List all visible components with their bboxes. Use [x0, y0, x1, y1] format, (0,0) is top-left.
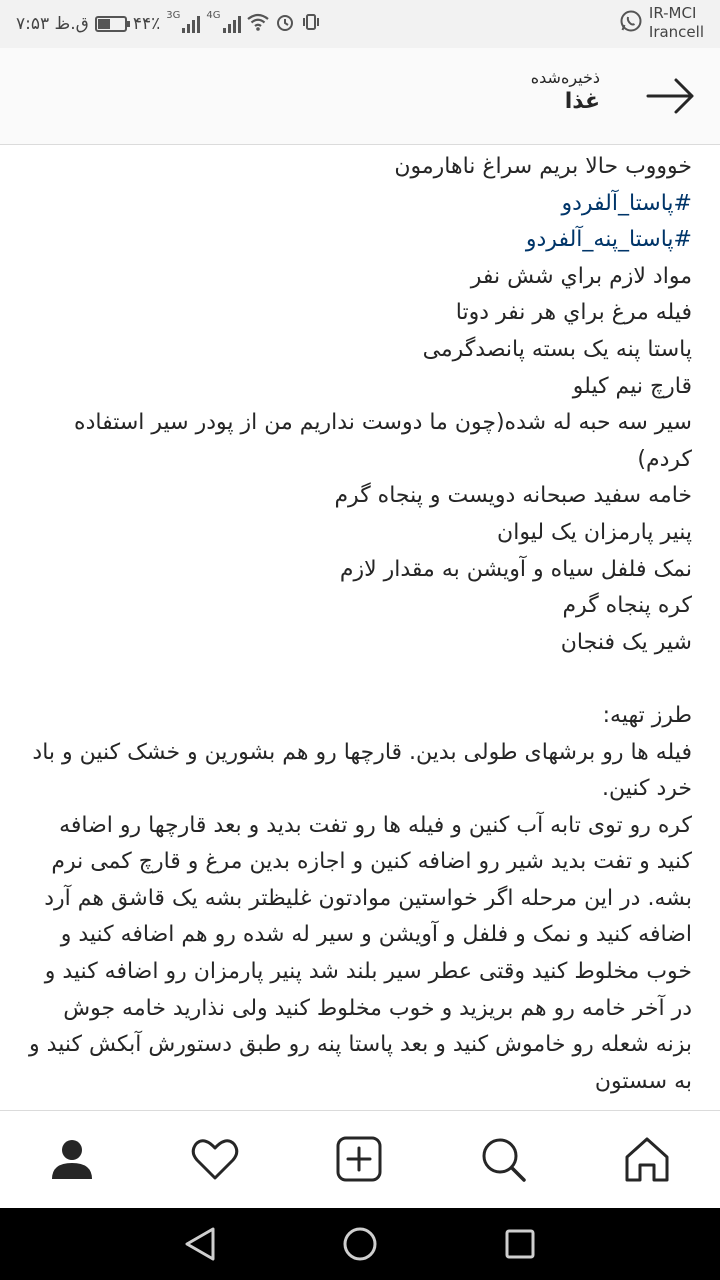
caption-line: سیر سه حبه له شده(چون ما دوست نداریم من از پودر سیر استفاده کردم): [74, 410, 692, 472]
signal-icon: [223, 15, 241, 33]
caption-line: نمک فلفل سیاه و آویشن به مقدار لازم: [339, 556, 692, 582]
carrier-line-1: IR-MCI: [648, 4, 697, 22]
page-title: غذا: [564, 89, 600, 114]
caption-line: فیله ها رو برشهای طولی بدین. قارچها رو هم بشورین و خشک کنین و باد خرد کنین.: [32, 739, 692, 802]
caption-line: خوووب حالا بريم سراغ ناهارمون: [394, 154, 692, 179]
caption-line: کره رو توی تابه آب کنین و فیله ها رو تفت بدید و بعد قارچها رو اضافه کنید و تفت بدید شیر رو اضافه کنین و اجازه بدین مرغ و قارچ کمی نرم بشه. در این مرحله اگر خواستین موادتون غلیظتر بشه یک قاشق هم آرد اضافه کنید و نمک و فلفل و آویشن و سیر له شده رو هم اضافه کنید و خوب مخلوط کنید وقتی عطر سیر بلند شد پنیر پارمزان رو اضافه کنید و در آخر خامه رو هم بریزید و خوب مخلوط کنید ولی نذارید خامه جوش بزنه شعله رو خاموش کنید و بعد پاستا پنه رو طبق دستورش آبکش کنید و به سستون: [29, 812, 692, 1094]
arrow-right-icon[interactable]: [646, 76, 696, 116]
caption-line: طرز تهیه:: [602, 702, 692, 728]
hashtag-link[interactable]: #پاستا_پنه_آلفردو: [525, 227, 692, 253]
post-content[interactable]: [0, 145, 720, 1110]
header-title-block: [531, 68, 600, 114]
carrier-line-2: Irancell: [648, 23, 704, 41]
plus-square-icon: [335, 1135, 383, 1183]
back-triangle-icon[interactable]: [178, 1222, 222, 1266]
caption-line: مواد لازم براي شش نفر: [470, 263, 692, 289]
bottom-nav: [0, 1110, 720, 1209]
nav-home[interactable]: [619, 1131, 675, 1187]
post-caption: [0, 145, 720, 1100]
home-circle-icon[interactable]: [338, 1222, 382, 1266]
home-icon: [623, 1135, 671, 1183]
alarm-icon: [275, 12, 295, 37]
caption-line: پنیر پارمزان یک لیوان: [497, 519, 692, 545]
nav-profile[interactable]: [44, 1131, 100, 1187]
caption-line: کره پنجاه گرم: [562, 593, 692, 619]
profile-icon: [48, 1135, 96, 1183]
vibrate-icon: [301, 12, 321, 37]
nav-search[interactable]: [475, 1131, 531, 1187]
network-type-2: 4G: [206, 10, 221, 21]
heart-icon: [190, 1136, 240, 1182]
system-nav-bar: [0, 1208, 720, 1280]
signal-icon: [182, 15, 200, 33]
caption-line: پاستا پنه یک بسته پانصدگرمی: [422, 336, 692, 362]
clock: ۷:۵۳ ق.ظ: [16, 14, 89, 34]
wifi-icon: [247, 13, 269, 36]
caption-line: فيله مرغ براي هر نفر دوتا: [455, 300, 692, 326]
caption-line: شیر یک فنجان: [560, 629, 692, 655]
hashtag-link[interactable]: #پاستا_آلفردو: [561, 190, 692, 216]
app-header: [0, 48, 720, 145]
caption-line: قارچ نیم کیلو: [572, 373, 692, 399]
header-subtitle: ذخیره‌شده: [530, 68, 600, 87]
network-type-1: 3G: [166, 10, 181, 21]
battery-icon: [95, 16, 127, 32]
nav-activity[interactable]: [187, 1131, 243, 1187]
whatsapp-icon: [619, 9, 643, 37]
caption-line: خامه سفید صبحانه دویست و پنجاه گرم: [334, 483, 692, 509]
caption-line: [28, 661, 692, 698]
battery-percent: ۴۴٪: [132, 14, 161, 34]
search-icon: [479, 1135, 527, 1183]
battery-level: [98, 19, 110, 29]
status-right: [619, 4, 704, 42]
status-bar: [0, 0, 720, 48]
carrier-label: [649, 4, 704, 42]
recents-square-icon[interactable]: [498, 1222, 542, 1266]
status-left: [16, 10, 321, 38]
nav-new-post[interactable]: [331, 1131, 387, 1187]
